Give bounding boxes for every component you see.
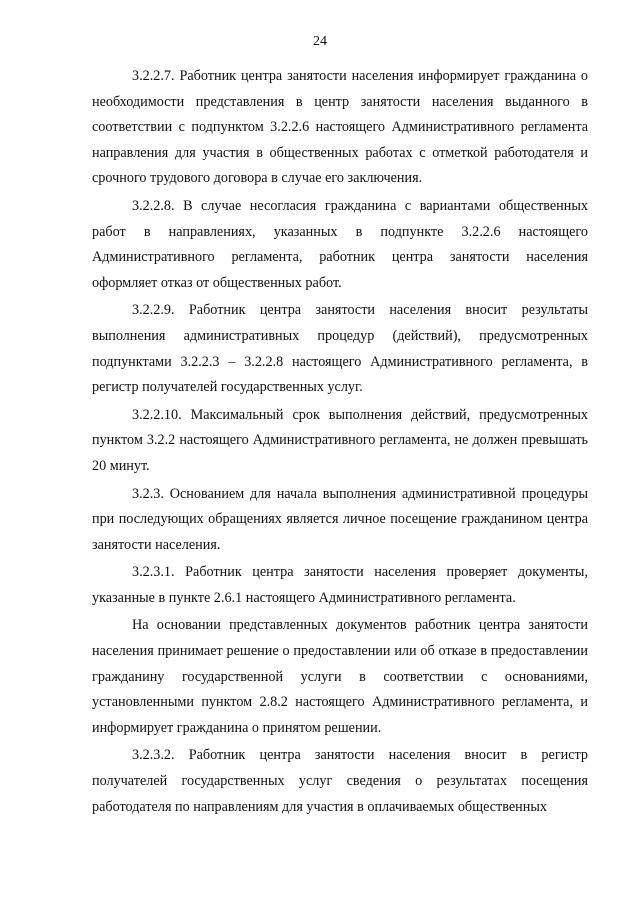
paragraph-3-2-2-10: 3.2.2.10. Максимальный срок выполнения действий, предусмотренных пунктом 3.2.2 настоящего Административного регламента, не должен превышать 20 минут. [92, 406, 588, 474]
paragraph-3-2-3-2: 3.2.3.2. Работник центра занятости населения вносит в регистр получателей государственных услуг сведения о результатах посещения работодателя по направлениям для участия в оплачиваемых общественных [92, 747, 588, 815]
paragraph-3-2-2-7: 3.2.2.7. Работник центра занятости населения информирует гражданина о необходимости представления в центр занятости населения выданного в соответствии с подпунктом 3.2.2.6 настоящего Административного регламента направления для участия в общественных работах с отметкой работодателя и срочного трудового договора в случае его заключения. [92, 68, 588, 187]
paragraph-3-2-3: 3.2.3. Основанием для начала выполнения административной процедуры при последующих обращениях является личное посещение гражданином центра занятости населения. [92, 485, 588, 553]
paragraph-decision: На основании представленных документов работник центра занятости населения принимает решение о предоставлении или об отказе в предоставлении гражданину государственной услуги в соответствии с основаниями, установленными пунктом 2.8.2 настоящего Административного регламента, и информирует гражданина о принятом решении. [92, 617, 588, 736]
document-body [92, 64, 588, 822]
paragraph-3-2-2-8: 3.2.2.8. В случае несогласия гражданина с вариантами общественных работ в направлениях, указанных в подпункте 3.2.2.6 настоящего Административного регламента, работник центра занятости населения оформляет отказ от общественных работ. [92, 197, 588, 291]
paragraph-3-2-2-9: 3.2.2.9. Работник центра занятости населения вносит результаты выполнения административных процедур (действий), предусмотренных подпунктами 3.2.2.3 – 3.2.2.8 настоящего Административного регламента, в регистр получателей государственных услуг. [92, 302, 588, 396]
paragraph-3-2-3-1: 3.2.3.1. Работник центра занятости населения проверяет документы, указанные в пункте 2.6.1 настоящего Административного регламента. [92, 564, 588, 606]
page-number: 24 [313, 34, 327, 49]
